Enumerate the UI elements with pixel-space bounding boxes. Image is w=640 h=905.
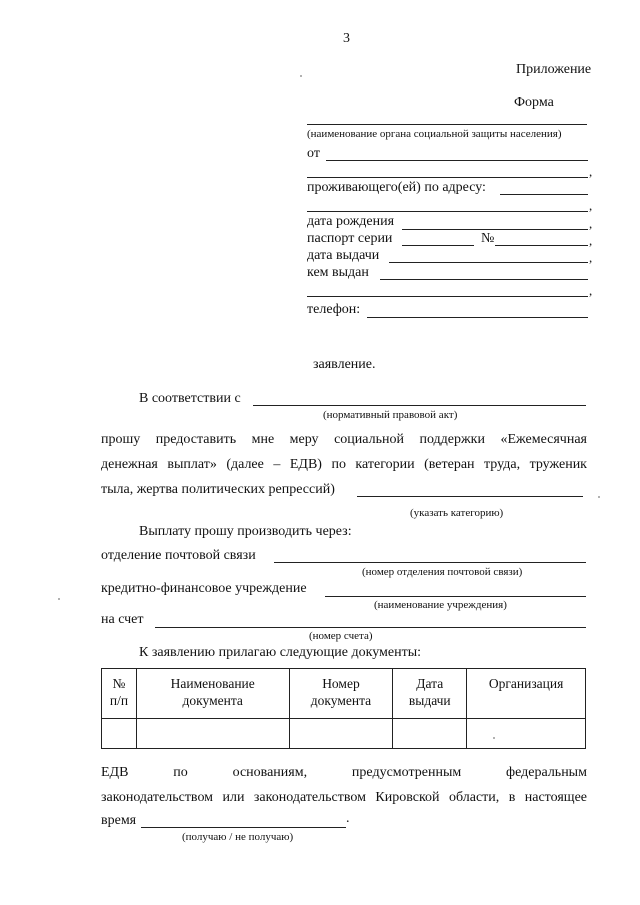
phone-label: телефон: xyxy=(307,302,361,317)
category-line[interactable] xyxy=(357,496,583,497)
request-line-3: тыла, жертва политических репрессий) xyxy=(101,482,335,497)
from-line-2[interactable] xyxy=(307,177,588,178)
edv-statement-line-1: ЕДВ по основаниям, предусмотренным федеральным xyxy=(101,765,587,780)
page-number: 3 xyxy=(343,31,350,46)
table-cell[interactable] xyxy=(102,719,137,749)
comma: , xyxy=(589,283,593,298)
documents-table xyxy=(101,668,586,749)
table-cell[interactable] xyxy=(393,719,467,749)
comma: , xyxy=(589,216,593,231)
header-cell-number: № п/п xyxy=(102,669,137,719)
address-line[interactable] xyxy=(500,194,588,195)
address-label: проживающего(ей) по адресу: xyxy=(307,180,486,195)
comma: , xyxy=(589,198,593,213)
appendix-label: Приложение xyxy=(516,62,592,77)
edv-statement-line-2: законодательством или законодательством Кировской области, в настоящее xyxy=(101,790,587,805)
document-title: заявление. xyxy=(313,357,376,372)
comma: , xyxy=(589,164,593,179)
table-cell[interactable] xyxy=(136,719,289,749)
accordance-label: В соответствии с xyxy=(139,391,241,406)
table-row[interactable] xyxy=(102,719,586,749)
table-cell[interactable] xyxy=(467,719,586,749)
post-office-label: отделение почтовой связи xyxy=(101,548,256,563)
phone-line[interactable] xyxy=(367,317,588,318)
address-line-2[interactable] xyxy=(307,211,588,212)
header-cell-doc-number: Номер документа xyxy=(289,669,393,719)
account-caption: (номер счета) xyxy=(309,630,373,642)
scan-speck xyxy=(300,75,302,77)
passport-series-label: паспорт серии xyxy=(307,231,393,246)
header-cell-doc-name: Наименование документа xyxy=(136,669,289,719)
issued-by-line[interactable] xyxy=(380,279,588,280)
bank-line[interactable] xyxy=(325,596,586,597)
issue-date-label: дата выдачи xyxy=(307,248,380,263)
scan-speck xyxy=(493,737,495,739)
request-line-1: прошу предоставить мне меру социальной поддержки «Ежемесячная xyxy=(101,432,587,447)
receive-status-line[interactable] xyxy=(141,827,346,828)
from-label: от xyxy=(307,146,320,161)
organ-caption: (наименование органа социальной защиты населения) xyxy=(307,128,562,140)
header-cell-organization: Организация xyxy=(467,669,586,719)
attachments-intro: К заявлению прилагаю следующие документы: xyxy=(139,645,422,660)
comma: , xyxy=(589,233,593,248)
bank-caption: (наименование учреждения) xyxy=(374,599,507,611)
issued-by-line-2[interactable] xyxy=(307,296,588,297)
category-caption: (указать категорию) xyxy=(410,507,504,519)
post-office-line[interactable] xyxy=(274,562,586,563)
passport-number-line[interactable] xyxy=(495,245,588,246)
account-line[interactable] xyxy=(155,627,586,628)
birth-date-line[interactable] xyxy=(402,229,588,230)
birth-date-label: дата рождения xyxy=(307,214,395,229)
time-label: время xyxy=(101,813,137,828)
legal-act-line[interactable] xyxy=(253,405,586,406)
post-office-caption: (номер отделения почтовой связи) xyxy=(362,566,523,578)
scan-speck xyxy=(598,496,600,498)
header-cell-issue-date: Дата выдачи xyxy=(393,669,467,719)
table-header-row xyxy=(102,669,586,719)
comma: , xyxy=(589,250,593,265)
bank-label: кредитно-финансовое учреждение xyxy=(101,581,307,596)
from-line[interactable] xyxy=(326,160,588,161)
account-label: на счет xyxy=(101,612,144,627)
issued-by-label: кем выдан xyxy=(307,265,369,280)
receive-caption: (получаю / не получаю) xyxy=(182,831,294,843)
passport-series-line[interactable] xyxy=(402,245,474,246)
issue-date-line[interactable] xyxy=(389,262,588,263)
number-sign: № xyxy=(481,231,495,246)
organ-line[interactable] xyxy=(307,124,587,125)
request-line-2: денежная выплат» (далее – ЕДВ) по категории (ветеран труда, труженик xyxy=(101,457,587,472)
legal-act-caption: (нормативный правовой акт) xyxy=(323,409,458,421)
payment-intro: Выплату прошу производить через: xyxy=(139,524,352,539)
scan-speck xyxy=(58,598,60,600)
table-cell[interactable] xyxy=(289,719,393,749)
form-label: Форма xyxy=(514,95,554,110)
period: . xyxy=(346,811,350,826)
